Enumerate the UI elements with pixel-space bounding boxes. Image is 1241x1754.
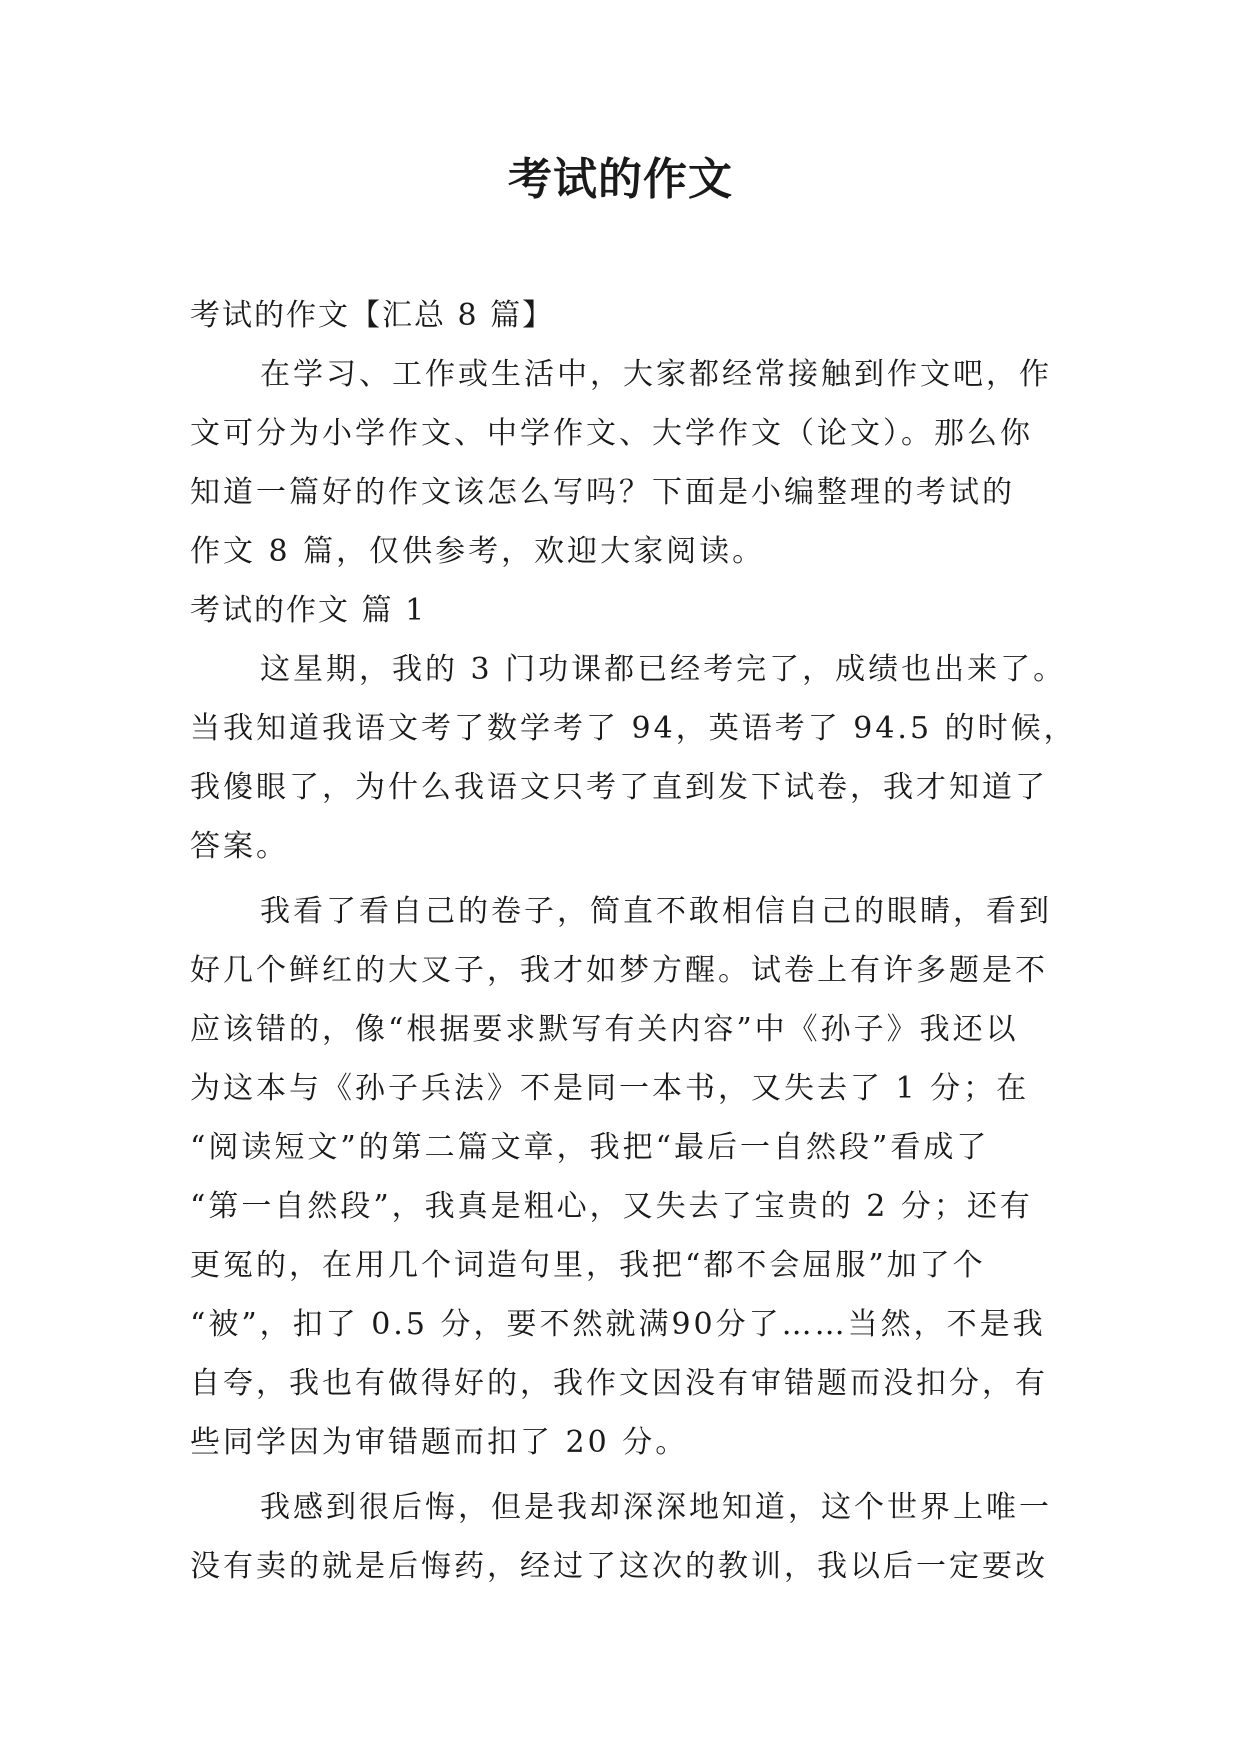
- document-body: [190, 286, 1077, 1596]
- text-line: 我感到很后悔，但是我却深深地知道，这个世界上唯一: [260, 1490, 1052, 1525]
- text-line: 作文 8 篇，仅供参考，欢迎大家阅读。: [190, 534, 766, 569]
- text-line: 当我知道我语文考了数学考了 94，英语考了 94.5 的时候，: [190, 711, 1077, 746]
- text-line: 些同学因为审错题而扣了 20 分。: [190, 1425, 689, 1460]
- paragraph-2: [190, 882, 1060, 1472]
- text-line: “被”，扣了 0.5 分，要不然就满90分了……当然，不是我: [190, 1307, 1046, 1342]
- text-line: 答案。: [190, 829, 289, 864]
- text-line: 好几个鲜红的大叉子，我才如梦方醒。试卷上有许多题是不: [190, 953, 1048, 988]
- text-line: 我看了看自己的卷子，简直不敢相信自己的眼睛，看到: [260, 894, 1052, 929]
- paragraph-1: [190, 640, 1077, 876]
- text-line: 在学习、工作或生活中，大家都经常接触到作文吧，作: [260, 357, 1052, 392]
- text-line: 文可分为小学作文、中学作文、大学作文（论文）。那么你: [190, 416, 1033, 451]
- text-line: 为这本与《孙子兵法》不是同一本书，又失去了 1 分；在: [190, 1071, 1030, 1106]
- text-line: 我傻眼了，为什么我语文只考了直到发下试卷，我才知道了: [190, 770, 1048, 805]
- text-line: 没有卖的就是后悔药，经过了这次的教训，我以后一定要改: [190, 1549, 1048, 1584]
- text-line: “第一自然段”，我真是粗心，又失去了宝贵的 2 分；还有: [190, 1189, 1033, 1224]
- section-heading: 考试的作文 篇 1: [190, 593, 427, 628]
- text-line: 知道一篇好的作文该怎么写吗？下面是小编整理的考试的: [190, 475, 1015, 510]
- text-line: 应该错的，像“根据要求默写有关内容”中《孙子》我还以: [190, 1012, 1019, 1047]
- document-subtitle: 考试的作文【汇总 8 篇】: [190, 298, 555, 333]
- document-title: 考试的作文: [508, 154, 733, 205]
- text-line: “阅读短文”的第二篇文章，我把“最后一自然段”看成了: [190, 1130, 990, 1165]
- text-line: 自夸，我也有做得好的，我作文因没有审错题而没扣分，有: [190, 1366, 1048, 1401]
- intro-paragraph: [190, 345, 1060, 581]
- text-line: 这星期，我的 3 门功课都已经考完了，成绩也出来了。: [260, 652, 1067, 687]
- text-line: 更冤的，在用几个词造句里，我把“都不会屈服”加了个: [190, 1248, 986, 1283]
- paragraph-3: [190, 1478, 1060, 1596]
